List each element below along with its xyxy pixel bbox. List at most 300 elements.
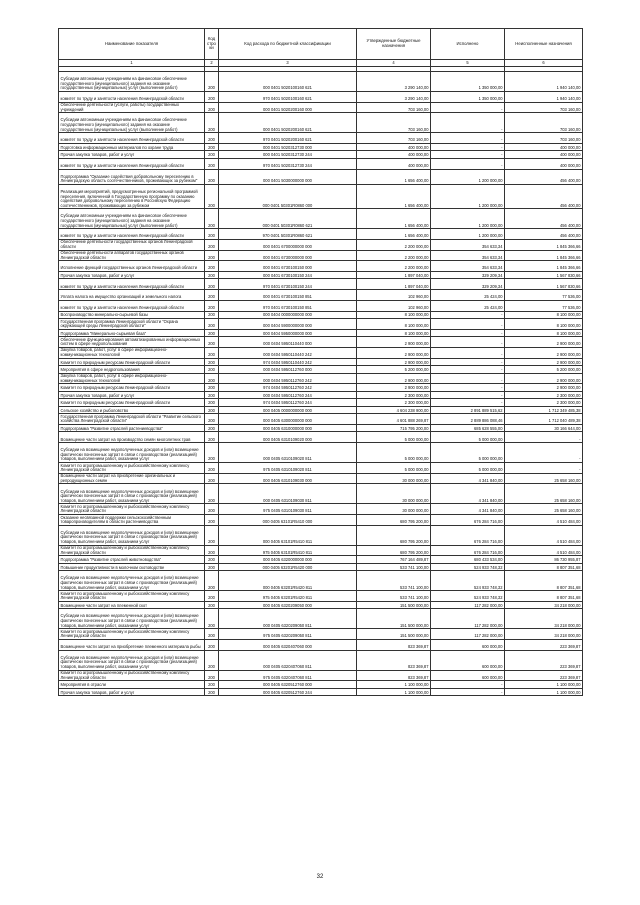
table-row xyxy=(59,72,583,92)
row-kbk: 000 0404 5950110440 000 xyxy=(219,337,357,348)
row-code: 200 xyxy=(205,113,219,133)
row-name: Субсидии на возмещение недополученных доходов и (или) возмещение фактически понесенных затрат в связи с производством (реализацией) товаров, выполнением работ, оказанием услуг xyxy=(59,609,205,629)
row-executed: 4 341 840,00 xyxy=(431,473,505,484)
row-name: Субсидии на возмещение недополученных доходов и (или) возмещение фактически понесенных затрат в связи с производством (реализацией) товаров, выполнением работ, оказанием услуг xyxy=(59,484,205,504)
row-kbk: 970 0401 6730100150 244 xyxy=(219,279,357,290)
row-approved: 1 656 400,00 xyxy=(357,169,431,184)
row-code: 200 xyxy=(205,184,219,209)
row-approved: 400 000,00 xyxy=(357,158,431,169)
row-name: Субсидии на возмещение недополученных доходов и (или) возмещение фактически понесенных затрат в связи с производством (реализацией) товаров, выполнением работ, оказанием услуг xyxy=(59,525,205,545)
row-code: 200 xyxy=(205,571,219,591)
row-approved: 2 900 000,00 xyxy=(357,347,431,358)
row-kbk: 000 0405 6320407060 811 xyxy=(219,650,357,670)
row-unexecuted: 77 536,00 xyxy=(505,290,583,301)
row-unexecuted: 34 218 000,00 xyxy=(505,601,583,609)
row-code: 200 xyxy=(205,151,219,159)
header-code: Код стро ки xyxy=(205,29,219,60)
row-executed: 4 341 840,00 xyxy=(431,484,505,504)
row-unexecuted: 5 200 000,00 xyxy=(505,366,583,374)
row-executed: - xyxy=(431,133,505,144)
row-unexecuted: 86 730 955,87 xyxy=(505,556,583,564)
row-unexecuted: 4 510 484,00 xyxy=(505,515,583,526)
row-executed: - xyxy=(431,158,505,169)
row-executed: 25 424,00 xyxy=(431,290,505,301)
row-kbk: 000 0405 6300000000 000 xyxy=(219,414,357,425)
row-name: Мероприятия в сфере недропользования xyxy=(59,366,205,374)
row-unexecuted: 400 000,00 xyxy=(505,151,583,159)
row-executed: 25 424,00 xyxy=(431,300,505,311)
row-executed: - xyxy=(431,337,505,348)
row-executed: 524 933 748,32 xyxy=(431,571,505,591)
row-code: 200 xyxy=(205,681,219,689)
row-unexecuted: 2 900 000,00 xyxy=(505,358,583,366)
row-unexecuted: 223 369,87 xyxy=(505,650,583,670)
row-code: 200 xyxy=(205,102,219,113)
table-row xyxy=(59,337,583,348)
table-row xyxy=(59,261,583,272)
row-executed: 676 284 716,00 xyxy=(431,545,505,556)
row-approved: 1 656 400,00 xyxy=(357,229,431,240)
row-executed: 1 200 000,00 xyxy=(431,209,505,229)
table-row xyxy=(59,209,583,229)
row-executed: - xyxy=(431,688,505,696)
row-approved: 533 741 100,00 xyxy=(357,591,431,602)
row-unexecuted: 223 369,87 xyxy=(505,670,583,681)
row-kbk: 000 0404 5950112760 242 xyxy=(219,373,357,384)
row-name: Прочая закупка товаров, работ и услуг xyxy=(59,271,205,279)
row-unexecuted: 34 218 000,00 xyxy=(505,629,583,640)
row-code: 200 xyxy=(205,629,219,640)
row-name: комитет по труду и занятости населения Ленинградской области xyxy=(59,158,205,169)
row-executed: - xyxy=(431,347,505,358)
column-number: 4 xyxy=(357,60,431,67)
row-name: Прочая закупка товаров, работ и услуг xyxy=(59,151,205,159)
row-name: комитет по труду и занятости населения Ленинградской области xyxy=(59,133,205,144)
row-approved: 400 000,00 xyxy=(357,143,431,151)
row-kbk: 000 0401 5030000000 000 xyxy=(219,169,357,184)
row-unexecuted: 703 160,00 xyxy=(505,133,583,144)
row-approved: 823 369,87 xyxy=(357,670,431,681)
row-approved: 1 656 400,00 xyxy=(357,209,431,229)
row-executed: 676 284 716,00 xyxy=(431,525,505,545)
row-approved: 2 200 000,00 xyxy=(357,250,431,261)
row-code: 200 xyxy=(205,229,219,240)
row-unexecuted: 703 160,00 xyxy=(505,113,583,133)
table-row xyxy=(59,406,583,414)
row-name: Мероприятия в отрасли xyxy=(59,681,205,689)
row-unexecuted: - xyxy=(505,463,583,474)
row-unexecuted: 1 940 140,00 xyxy=(505,72,583,92)
row-name: Подпрограмма "Развитие отраслей животноводства" xyxy=(59,556,205,564)
row-kbk: 970 0401 5020200160 621 xyxy=(219,133,357,144)
row-code: 200 xyxy=(205,169,219,184)
row-unexecuted: 456 400,00 xyxy=(505,229,583,240)
row-kbk: 000 0401 5020200160 000 xyxy=(219,102,357,113)
row-name: Подпрограмма "Минерально-сырьевая база" xyxy=(59,329,205,337)
row-executed: - xyxy=(431,113,505,133)
row-unexecuted: 8 100 000,00 xyxy=(505,329,583,337)
row-name: Субсидии на возмещение недополученных доходов и (или) возмещение фактически понесенных затрат в связи с производством (реализацией) товаров, выполнением работ, оказанием услуг xyxy=(59,571,205,591)
row-kbk: 000 0404 0000000000 000 xyxy=(219,311,357,319)
row-code: 200 xyxy=(205,601,219,609)
row-executed: 2 891 889 515,62 xyxy=(431,406,505,414)
row-executed: - xyxy=(431,143,505,151)
row-executed: 1 350 000,00 xyxy=(431,72,505,92)
row-executed: 5 000 000,00 xyxy=(431,432,505,443)
row-unexecuted: 2 900 000,00 xyxy=(505,347,583,358)
row-unexecuted: 703 160,00 xyxy=(505,102,583,113)
row-name: Государственная программа Ленинградской области "Развитие сельского хозяйства Ленинградской области" xyxy=(59,414,205,425)
row-unexecuted: 30 166 644,00 xyxy=(505,424,583,432)
row-kbk: 970 0401 6730100150 851 xyxy=(219,300,357,311)
table-row xyxy=(59,545,583,556)
row-approved: 703 160,00 xyxy=(357,102,431,113)
row-executed: 354 633,34 xyxy=(431,250,505,261)
row-kbk: 000 0405 6320512760 244 xyxy=(219,688,357,696)
row-approved: 3 290 140,00 xyxy=(357,91,431,102)
row-code: 200 xyxy=(205,484,219,504)
row-code: 200 xyxy=(205,72,219,92)
header-kbk: Код расхода по бюджетной классификации xyxy=(219,29,357,60)
column-number: 3 xyxy=(219,60,357,67)
row-kbk: 970 0401 5020312730 244 xyxy=(219,158,357,169)
row-unexecuted: 8 807 351,68 xyxy=(505,571,583,591)
row-kbk: 000 0401 5020200160 621 xyxy=(219,113,357,133)
table-row xyxy=(59,151,583,159)
row-kbk: 000 0405 63101R5410 811 xyxy=(219,525,357,545)
row-executed: - xyxy=(431,311,505,319)
row-approved: 533 741 100,00 xyxy=(357,571,431,591)
column-number: 2 xyxy=(205,60,219,67)
row-name: Комитет по агропромышленному и рыбохозяйственному комплексу Ленинградской области xyxy=(59,629,205,640)
row-executed: 329 209,34 xyxy=(431,271,505,279)
row-approved: 1 100 000,00 xyxy=(357,688,431,696)
row-unexecuted: 1 712 349 485,38 xyxy=(505,406,583,414)
row-name: Возмещение части затрат на приобретение оригинальных и репродукционных семян xyxy=(59,473,205,484)
row-unexecuted: 4 510 484,00 xyxy=(505,525,583,545)
row-name: Комитет по агропромышленному и рыбохозяйственному комплексу Ленинградской области xyxy=(59,591,205,602)
row-code: 200 xyxy=(205,545,219,556)
row-approved: 151 500 000,00 xyxy=(357,629,431,640)
row-code: 200 xyxy=(205,239,219,250)
column-number: 5 xyxy=(431,60,505,67)
row-executed: 117 282 000,00 xyxy=(431,601,505,609)
table-row xyxy=(59,391,583,399)
table-row xyxy=(59,601,583,609)
header-unexecuted: Неисполненные назначения xyxy=(505,29,583,60)
row-code: 200 xyxy=(205,563,219,571)
row-kbk: 000 0405 6320407060 000 xyxy=(219,639,357,650)
row-unexecuted: 2 900 000,00 xyxy=(505,337,583,348)
row-approved: 1 897 040,00 xyxy=(357,271,431,279)
table-row xyxy=(59,571,583,591)
row-approved: 1 100 000,00 xyxy=(357,681,431,689)
row-approved: 151 500 000,00 xyxy=(357,601,431,609)
table-row xyxy=(59,484,583,504)
row-code: 200 xyxy=(205,515,219,526)
table-row xyxy=(59,300,583,311)
table-row xyxy=(59,229,583,240)
row-unexecuted: 1 712 040 489,38 xyxy=(505,414,583,425)
budget-execution-table xyxy=(58,28,583,696)
row-unexecuted: 1 100 000,00 xyxy=(505,688,583,696)
table-row xyxy=(59,424,583,432)
row-name: Комитет по природным ресурсам Ленинградской области xyxy=(59,399,205,407)
row-approved: 2 200 000,00 xyxy=(357,261,431,272)
row-executed: - xyxy=(431,358,505,366)
row-executed: 600 000,00 xyxy=(431,650,505,670)
table-row xyxy=(59,556,583,564)
row-unexecuted: - xyxy=(505,432,583,443)
row-code: 200 xyxy=(205,91,219,102)
table-row xyxy=(59,279,583,290)
row-kbk: 000 0401 6730100150 244 xyxy=(219,271,357,279)
row-approved: 5 000 000,00 xyxy=(357,432,431,443)
row-kbk: 000 0405 63201R5420 811 xyxy=(219,571,357,591)
row-name: комитет по труду и занятости населения Ленинградской области xyxy=(59,279,205,290)
row-kbk: 974 0404 5950112760 244 xyxy=(219,399,357,407)
row-kbk: 000 0404 5950112760 000 xyxy=(219,366,357,374)
row-kbk: 000 0405 6310109020 000 xyxy=(219,432,357,443)
row-unexecuted: 456 400,00 xyxy=(505,169,583,184)
row-name: Уплата налога на имущество организаций и земельного налога xyxy=(59,290,205,301)
row-code: 200 xyxy=(205,424,219,432)
row-approved: 1 897 040,00 xyxy=(357,279,431,290)
row-kbk: 975 0405 6310109030 811 xyxy=(219,504,357,515)
row-executed: - xyxy=(431,391,505,399)
table-row xyxy=(59,591,583,602)
row-name: Комитет по агропромышленному и рыбохозяйственному комплексу Ленинградской области xyxy=(59,504,205,515)
row-approved: 3 290 140,00 xyxy=(357,72,431,92)
row-name: Комитет по агропромышленному и рыбохозяйственному комплексу Ленинградской области xyxy=(59,545,205,556)
row-approved: 2 300 000,00 xyxy=(357,399,431,407)
row-kbk: 000 0405 6310109030 000 xyxy=(219,473,357,484)
row-approved: 715 795 200,00 xyxy=(357,424,431,432)
table-row xyxy=(59,366,583,374)
table-row xyxy=(59,629,583,640)
table-row xyxy=(59,319,583,330)
row-kbk: 000 0401 5020100160 621 xyxy=(219,72,357,92)
header-name: Наименование показателя xyxy=(59,29,205,60)
row-name: Закупка товаров, работ, услуг в сфере информационно-коммуникационных технологий xyxy=(59,347,205,358)
row-executed: 4 341 840,00 xyxy=(431,504,505,515)
row-name: Субсидии на возмещение недополученных доходов и (или) возмещение фактически понесенных затрат в связи с производством (реализацией) товаров, выполнением работ, оказанием услуг xyxy=(59,443,205,463)
row-executed: 600 000,00 xyxy=(431,639,505,650)
row-name: Обеспечение деятельности (услуги, работы) государственных учреждений xyxy=(59,102,205,113)
row-unexecuted: 400 000,00 xyxy=(505,143,583,151)
row-code: 200 xyxy=(205,556,219,564)
row-executed: 1 200 000,00 xyxy=(431,169,505,184)
row-code: 200 xyxy=(205,311,219,319)
header-executed: Исполнено xyxy=(431,29,505,60)
row-executed: 1 200 000,00 xyxy=(431,184,505,209)
table-row xyxy=(59,525,583,545)
row-code: 200 xyxy=(205,432,219,443)
row-code: 200 xyxy=(205,639,219,650)
row-executed: 600 000,00 xyxy=(431,670,505,681)
table-row xyxy=(59,688,583,696)
row-code: 200 xyxy=(205,384,219,392)
row-name: Комитет по природным ресурсам Ленинградской области xyxy=(59,384,205,392)
row-code: 200 xyxy=(205,337,219,348)
row-executed: - xyxy=(431,681,505,689)
row-approved: 823 369,87 xyxy=(357,639,431,650)
row-code: 200 xyxy=(205,290,219,301)
table-row xyxy=(59,414,583,425)
row-approved: 2 300 000,00 xyxy=(357,391,431,399)
row-name: Комитет по агропромышленному и рыбохозяйственному комплексу Ленинградской области xyxy=(59,670,205,681)
table-row xyxy=(59,347,583,358)
row-approved: 102 960,00 xyxy=(357,290,431,301)
table-row xyxy=(59,184,583,209)
row-approved: 4 604 238 900,00 xyxy=(357,406,431,414)
row-approved: 400 000,00 xyxy=(357,151,431,159)
row-code: 200 xyxy=(205,406,219,414)
row-executed: 5 000 000,00 xyxy=(431,463,505,474)
row-code: 200 xyxy=(205,591,219,602)
row-unexecuted: 1 100 000,00 xyxy=(505,681,583,689)
row-executed: 680 433 534,00 xyxy=(431,556,505,564)
row-approved: 151 500 000,00 xyxy=(357,609,431,629)
row-name: Воспроизводство минерально-сырьевой базы xyxy=(59,311,205,319)
row-executed: - xyxy=(431,373,505,384)
row-kbk: 000 0405 63201R5420 000 xyxy=(219,563,357,571)
row-executed: 1 200 000,00 xyxy=(431,229,505,240)
row-approved: 680 795 200,00 xyxy=(357,525,431,545)
row-approved: 2 900 000,00 xyxy=(357,358,431,366)
row-name: Прочая закупка товаров, работ и услуг xyxy=(59,688,205,696)
row-executed: - xyxy=(431,366,505,374)
row-kbk: 000 0404 5950112760 244 xyxy=(219,391,357,399)
row-unexecuted: 2 300 000,00 xyxy=(505,391,583,399)
row-name: Обеспечение деятельности аппаратов государственных органов Ленинградской области xyxy=(59,250,205,261)
row-unexecuted: 8 100 000,00 xyxy=(505,311,583,319)
row-name: комитет по труду и занятости населения Ленинградской области xyxy=(59,91,205,102)
table-row xyxy=(59,432,583,443)
row-name: Субсидии автономным учреждениям на финансовое обеспечение государственного (муниципального) задания на оказание государственных (муниципальных) услуг (выполнение работ) xyxy=(59,72,205,92)
row-code: 200 xyxy=(205,504,219,515)
row-approved: 703 160,00 xyxy=(357,133,431,144)
row-name: Государственная программа Ленинградской области "Охрана окружающей среды Ленинградской области" xyxy=(59,319,205,330)
row-name: Обеспечение функционирования автоматизированных информационных систем в сфере недропользования xyxy=(59,337,205,348)
row-unexecuted: 25 658 160,00 xyxy=(505,473,583,484)
row-name: Сельское хозяйство и рыболовство xyxy=(59,406,205,414)
row-unexecuted: 223 369,87 xyxy=(505,639,583,650)
row-kbk: 975 0405 6320209050 811 xyxy=(219,629,357,640)
row-code: 200 xyxy=(205,391,219,399)
row-approved: 533 741 100,00 xyxy=(357,563,431,571)
row-kbk: 975 0405 63201R5420 811 xyxy=(219,591,357,602)
row-executed: - xyxy=(431,329,505,337)
row-code: 200 xyxy=(205,399,219,407)
row-approved: 823 369,87 xyxy=(357,650,431,670)
table-row xyxy=(59,169,583,184)
row-executed: 524 933 748,32 xyxy=(431,591,505,602)
row-kbk: 000 0401 6730000000 000 xyxy=(219,250,357,261)
row-approved: 1 656 400,00 xyxy=(357,184,431,209)
column-number: 1 xyxy=(59,60,205,67)
row-executed: 354 633,34 xyxy=(431,261,505,272)
table-row xyxy=(59,563,583,571)
row-kbk: 000 0401 5020312730 244 xyxy=(219,151,357,159)
row-name: Подготовка информационных материалов по охране труда xyxy=(59,143,205,151)
row-kbk: 975 0405 6320407060 811 xyxy=(219,670,357,681)
row-executed: 354 633,34 xyxy=(431,239,505,250)
row-code: 200 xyxy=(205,319,219,330)
row-code: 200 xyxy=(205,463,219,474)
row-name: комитет по труду и занятости населения Ленинградской области xyxy=(59,300,205,311)
row-kbk: 974 0404 5950110440 242 xyxy=(219,358,357,366)
row-kbk: 000 0405 63101R5410 000 xyxy=(219,515,357,526)
row-name: Подпрограмма "Оказание содействия добровольному переселению в Ленинградскую область соотечественников, проживающих за рубежом" xyxy=(59,169,205,184)
table-row xyxy=(59,384,583,392)
row-kbk: 000 0405 6310109020 811 xyxy=(219,443,357,463)
table-row xyxy=(59,473,583,484)
row-code: 200 xyxy=(205,250,219,261)
table-row xyxy=(59,609,583,629)
row-kbk: 000 0405 6310000000 000 xyxy=(219,424,357,432)
table-row xyxy=(59,290,583,301)
row-executed: 676 284 716,00 xyxy=(431,515,505,526)
row-code: 200 xyxy=(205,688,219,696)
table-row xyxy=(59,239,583,250)
row-executed: - xyxy=(431,384,505,392)
table-body xyxy=(59,67,583,696)
row-kbk: 974 0404 5950112760 242 xyxy=(219,384,357,392)
row-kbk: 000 0405 6310109030 811 xyxy=(219,484,357,504)
row-approved: 2 900 000,00 xyxy=(357,373,431,384)
row-unexecuted: 34 218 000,00 xyxy=(505,609,583,629)
row-approved: 2 200 000,00 xyxy=(357,239,431,250)
row-name: Подпрограмма "Развитие отраслей растениеводства" xyxy=(59,424,205,432)
row-name: Закупка товаров, работ, услуг в сфере информационно-коммуникационных технологий xyxy=(59,373,205,384)
row-name: Реализация мероприятий, предусмотренных региональной программой переселения, включенной в Государственную программу по оказанию содействия добровольному переселению в Российскую Федерацию соотечественников, проживающих за рубежом xyxy=(59,184,205,209)
row-unexecuted: 2 900 000,00 xyxy=(505,373,583,384)
row-approved: 4 601 888 269,87 xyxy=(357,414,431,425)
row-code: 200 xyxy=(205,443,219,463)
row-executed: 1 350 000,00 xyxy=(431,91,505,102)
row-approved: 8 100 000,00 xyxy=(357,319,431,330)
column-number-row xyxy=(59,60,583,67)
table-row xyxy=(59,271,583,279)
table-row xyxy=(59,250,583,261)
table-row xyxy=(59,329,583,337)
table-row xyxy=(59,681,583,689)
table-row xyxy=(59,102,583,113)
row-name: Возмещение части затрат на приобретение племенного материала рыбы xyxy=(59,639,205,650)
row-kbk: 975 0405 63101R5410 811 xyxy=(219,545,357,556)
row-unexecuted: 1 567 830,66 xyxy=(505,271,583,279)
table-row xyxy=(59,650,583,670)
row-unexecuted: 1 845 366,66 xyxy=(505,250,583,261)
row-unexecuted: 8 807 351,68 xyxy=(505,563,583,571)
row-name: комитет по труду и занятости населения Ленинградской области xyxy=(59,229,205,240)
row-code: 200 xyxy=(205,300,219,311)
row-name: Исполнение функций государственных органов Ленинградской области xyxy=(59,261,205,272)
row-approved: 680 795 200,00 xyxy=(357,545,431,556)
row-kbk: 000 0401 50301R0860 000 xyxy=(219,184,357,209)
row-name: Субсидии на возмещение недополученных доходов и (или) возмещение фактически понесенных затрат в связи с производством (реализацией) товаров, выполнением работ, оказанием услуг xyxy=(59,650,205,670)
report-sheet xyxy=(58,28,582,696)
row-name: Возмещение части затрат на племенной скот xyxy=(59,601,205,609)
row-unexecuted: 8 807 351,68 xyxy=(505,591,583,602)
row-executed: - xyxy=(431,151,505,159)
row-name: Субсидии автономным учреждениям на финансовое обеспечение государственного (муниципального) задания на оказание государственных (муниципальных) услуг (выполнение работ) xyxy=(59,113,205,133)
table-row xyxy=(59,311,583,319)
table-row xyxy=(59,515,583,526)
row-approved: 5 200 000,00 xyxy=(357,366,431,374)
row-unexecuted: 2 900 000,00 xyxy=(505,384,583,392)
